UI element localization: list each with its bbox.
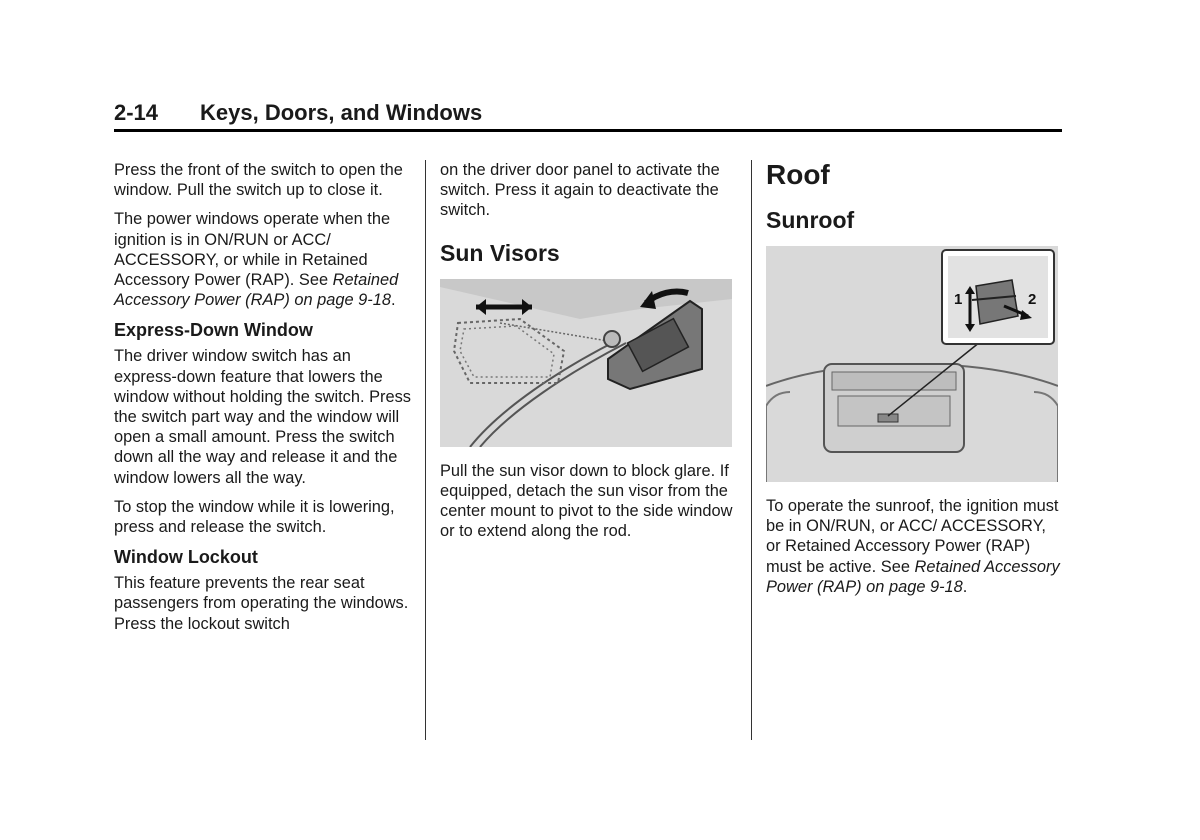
paragraph-express-down: The driver window switch has an express-down feature that lowers the window without holding the switch. Press the switch part way and the window will open a small amount. Press the switch down all the way and release it and the window lowers all the way. (114, 347, 412, 487)
heading-window-lockout: Window Lockout (114, 547, 258, 568)
page-reference-link[interactable]: Retained Accessory Power (RAP) on page 9-18 (766, 557, 1060, 596)
column-3 (766, 160, 1062, 606)
section-title: Keys, Doors, and Windows (200, 100, 483, 125)
column-2 (440, 160, 735, 550)
sunroof-switch-illustration (766, 246, 1058, 482)
paragraph-end: . (390, 291, 396, 310)
page-number: 2-14 (114, 100, 159, 125)
page-reference-link[interactable]: Retained Accessory Power (RAP) on page 9-18 (114, 271, 399, 310)
sun-visor-illustration (440, 279, 732, 447)
header-rule (114, 129, 1062, 132)
heading-sunroof: Sunroof (766, 207, 855, 233)
figure-label-2: 2 (1028, 291, 1037, 308)
heading-sun-visors: Sun Visors (440, 239, 560, 266)
column-divider-1 (425, 160, 426, 740)
column-1 (114, 160, 414, 643)
paragraph-sun-visor: Pull the sun visor down to block glare. If equipped, detach the sun visor from the center mount to pivot to the side window or to extend along the rod. (440, 461, 733, 541)
page-header (114, 100, 1062, 128)
heading-express-down: Express-Down Window (114, 320, 313, 341)
paragraph-end: . (962, 577, 968, 596)
heading-roof: Roof (766, 159, 830, 190)
paragraph-text: To operate the sunroof, the ignition must be in ON/RUN, or ACC/ ACCESSORY, or Retained Accessory Power (RAP) must be active. See (766, 497, 1059, 576)
paragraph-lockout-continued: on the driver door panel to activate the switch. Press it again to deactivate the switch. (440, 161, 720, 220)
paragraph-window-lockout: This feature prevents the rear seat passengers from operating the windows. Press the lockout switch (114, 574, 409, 633)
paragraph-sunroof-operate (766, 496, 1062, 597)
column-divider-2 (751, 160, 752, 740)
paragraph-text: The power windows operate when the ignition is in ON/RUN or ACC/ ACCESSORY, or while in Retained Accessory Power (RAP). See (114, 210, 391, 290)
figure-label-1: 1 (954, 291, 963, 308)
paragraph-switch-open-close: Press the front of the switch to open the window. Pull the switch up to close it. (114, 161, 403, 200)
paragraph-stop-window: To stop the window while it is lowering, press and release the switch. (114, 497, 395, 537)
paragraph-power-windows (114, 209, 414, 310)
